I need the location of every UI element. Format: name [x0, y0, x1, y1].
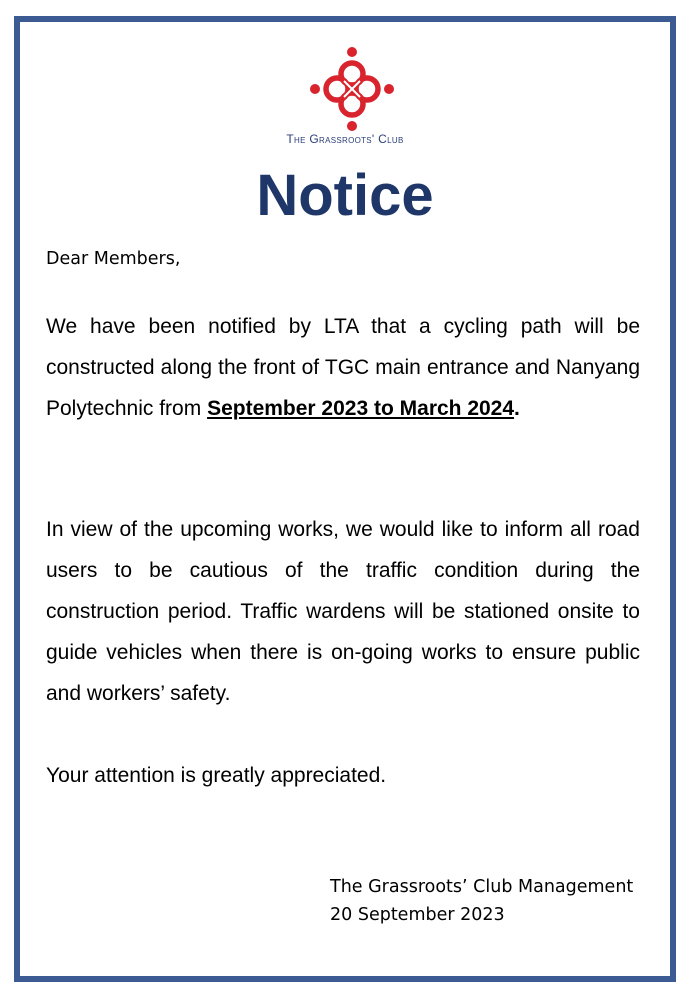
page-title: Notice [256, 163, 434, 228]
paragraph-appreciation: Your attention is greatly appreciated. [46, 764, 387, 787]
salutation: Dear Members, [46, 249, 181, 269]
signature-block [330, 873, 633, 929]
notice-frame [14, 16, 676, 982]
construction-period-highlight: September 2023 to March 2024 [207, 397, 515, 420]
paragraph-cycling-path-end: . [514, 397, 520, 420]
paragraph-cycling-path-text: We have been notified by LTA that a cycling path will be constructed along the front of TGC main entrance and Nanyang Polytechnic from [46, 315, 640, 420]
paragraph-cycling-path [46, 306, 640, 429]
paragraph-traffic-caution: In view of the upcoming works, we would like to inform all road users to be cautious of the traffic condition during the construction period. Traffic wardens will be stationed onsite to guide vehicles when there is on-going works to ensure public and workers’ safety. [46, 518, 640, 705]
tgc-logo-icon [307, 44, 397, 134]
signature-name: The Grassroots’ Club Management [330, 877, 634, 897]
signature-date: 20 September 2023 [330, 905, 505, 925]
organization-name: The Grassroots' Club [286, 132, 404, 146]
